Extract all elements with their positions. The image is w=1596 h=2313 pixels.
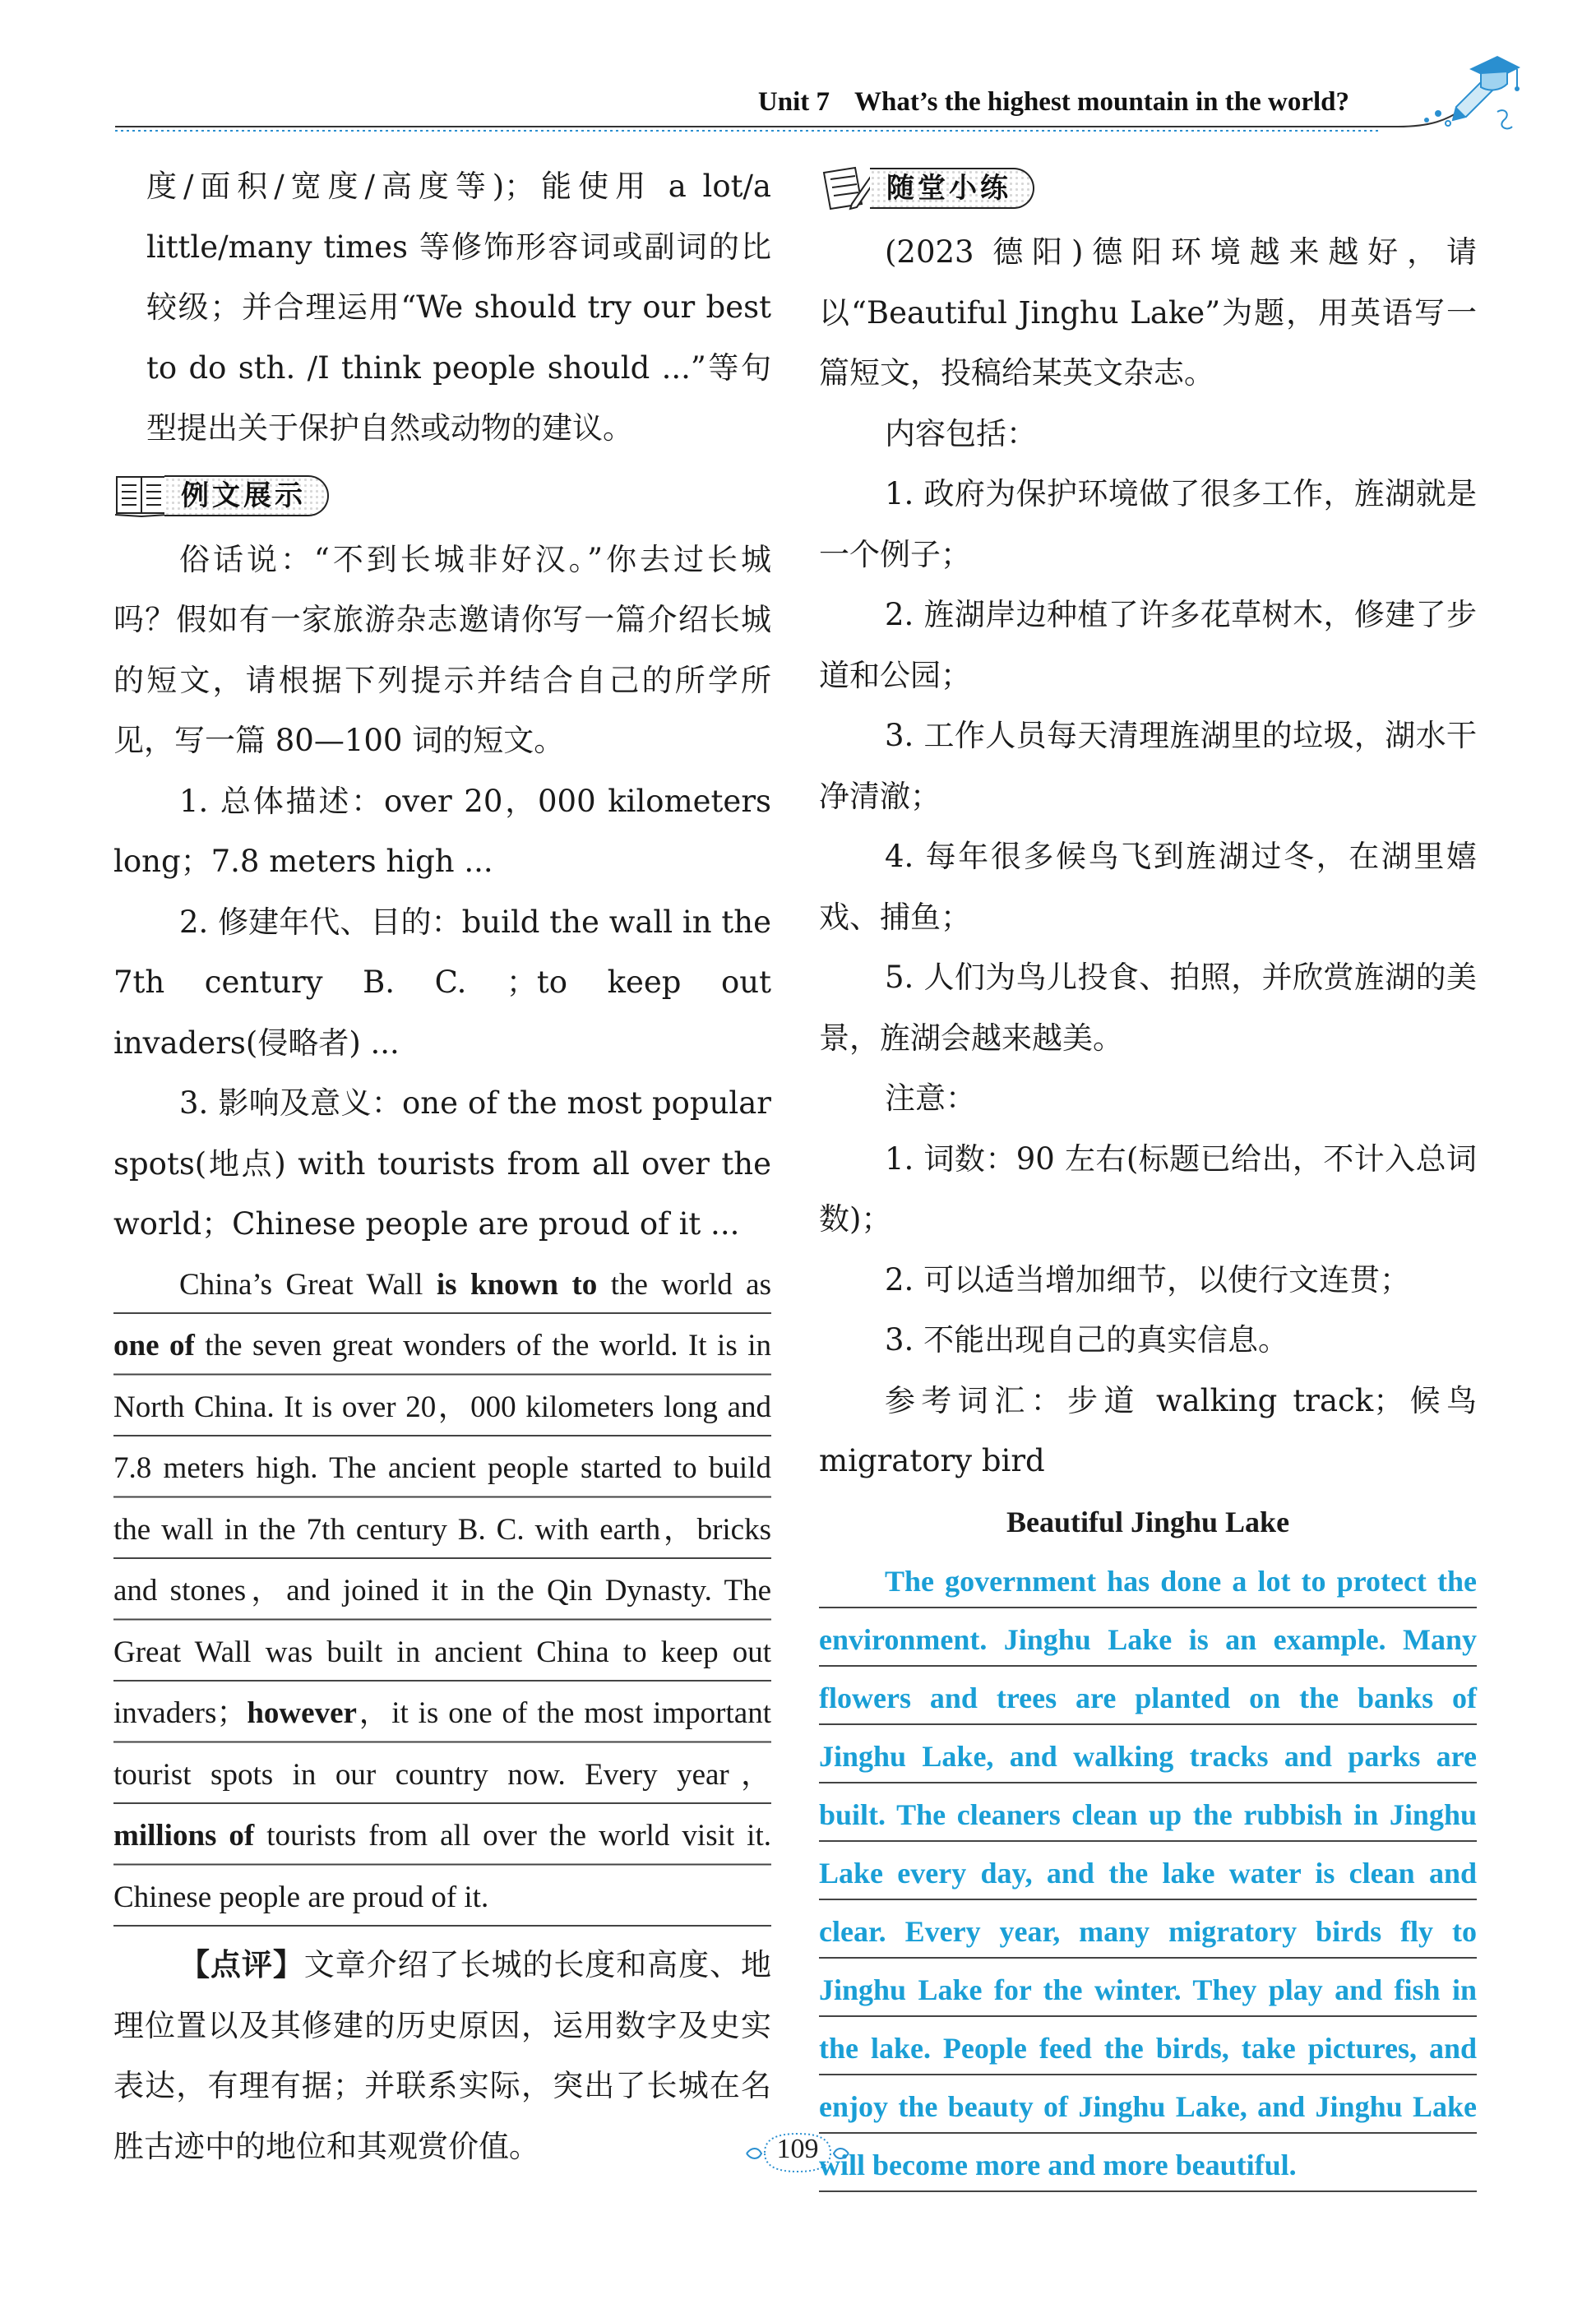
answer-title: Beautiful Jinghu Lake [1006,1505,1290,1538]
section-banner-practice [819,158,1477,217]
open-book-icon [113,469,171,523]
essay-keyphrase: however [247,1696,357,1730]
notebook-pencil-icon [819,161,877,215]
note-item: 2. 可以适当增加细节，以使行文连贯； [885,1261,1411,1298]
comment-paragraph [113,1935,771,2177]
right-column [819,156,1477,2195]
content-item: 5. 人们为鸟儿投食、拍照，并欣赏旌湖的美景，旌湖会越来越美。 [819,960,1477,1056]
essay-text: the world as [597,1267,771,1302]
note-label: 注意： [885,1080,976,1116]
section-label: 例文展示 [164,475,329,516]
unit-label: Unit 7 [757,87,830,117]
essay-text: China’s Great Wall [179,1267,437,1302]
hint-item: 1. 总体描述：over 20，000 kilometers long；7.8 meters high ... [113,783,771,879]
intro-paragraph: 度/面积/宽度/高度等)；能使用 a lot/a little/many times 等修饰形容词或副词的比较级；并合理运用“We should try our best to do sth. /I think people should ...”等句型提出关于保护自然或动物的建议。 [146,169,771,446]
content-item: 2. 旌湖岸边种植了许多花草树木，修建了步道和公园； [819,597,1477,693]
prompt-paragraph: 俗话说：“不到长城非好汉。”你去过长城吗？假如有一家旅游杂志邀请你写一篇介绍长城的短文，请根据下列提示并结合自己的所学所见，写一篇 80—100 词的短文。 [113,541,771,758]
content-item: 3. 工作人员每天清理旌湖里的垃圾，湖水干净清澈； [819,718,1477,814]
task-paragraph: (2023 德阳)德阳环境越来越好，请以“Beautiful Jinghu Lake”为题，用英语写一篇短文，投稿给某英文杂志。 [819,234,1477,391]
essay-keyphrase: is known to [436,1267,598,1302]
page-number-badge [740,2124,855,2181]
graduation-cap-pencil-icon [1415,41,1522,140]
header-title [758,87,1349,118]
page-header [0,49,1596,164]
answer-essay: The government has done a lot to protect the environment. Jinghu Lake is an example. Many flowers and trees are planted on the banks of Jinghu Lake, and walking tracks and parks are built. The cleaners clean up the rubbish in Jinghu Lake every day, and the lake water is clean and clear. Every year, many migratory birds fly to Jinghu Lake for the winter. They play and fish in the lake. People feed the birds, take pictures, and enjoy the beauty of Jinghu Lake, and Jinghu Lake will become more and more beautiful. [819,1552,1477,2195]
note-item: 1. 词数：90 左右(标题已给出，不计入总词数)； [819,1140,1477,1237]
essay-keyphrase: millions of [113,1819,255,1853]
section-label: 随堂小练 [870,168,1034,209]
note-item: 3. 不能出现自己的真实信息。 [885,1322,1289,1358]
content-item: 4. 每年很多候鸟飞到旌湖过冬，在湖里嬉戏、捕鱼； [819,839,1477,935]
vocabulary-hint: 参考词汇：步道 walking track；候鸟 migratory bird [819,1382,1477,1478]
page-number: 109 [776,2134,819,2164]
unit-title: What’s the highest mountain in the world? [854,87,1349,117]
hint-item: 3. 影响及意义：one of the most popular spots(地点) with tourists from all over the world；Chinese people are proud of it ... [113,1085,771,1242]
sample-essay [113,1255,771,1929]
left-column [113,156,771,2177]
comment-text: 文章介绍了长城的长度和高度、地理位置以及其修建的历史原因，运用数字及史实表达，有理有据；并联系实际，突出了长城在名胜古迹中的地位和其观赏价值。 [113,1947,772,2164]
content-label: 内容包括： [885,415,1037,451]
essay-text: the seven great wonders of the world. It is in North China. It is over 20，000 kilometers long and 7.8 meters high. The ancient people started to build the wall in the 7th century B. C. with earth，bricks and stones，and joined it in the Qin Dynasty. The Great Wall was built in ancient China to keep out invaders； [113,1329,771,1730]
essay-keyphrase: one of [113,1329,195,1362]
section-banner-sample [113,465,771,525]
essay-text: tourists from all over the world visit it. Chinese people are proud of it. [113,1819,771,1914]
hint-item: 2. 修建年代、目的：build the wall in the 7th century B. C. ；to keep out invaders(侵略者) ... [113,904,771,1061]
essay-text: ，it is one of the most important tourist spots in our country now. Every year， [113,1696,771,1792]
content-item: 1. 政府为保护环境做了很多工作，旌湖就是一个例子； [819,476,1477,572]
comment-tag: 【点评】 [179,1947,304,1982]
